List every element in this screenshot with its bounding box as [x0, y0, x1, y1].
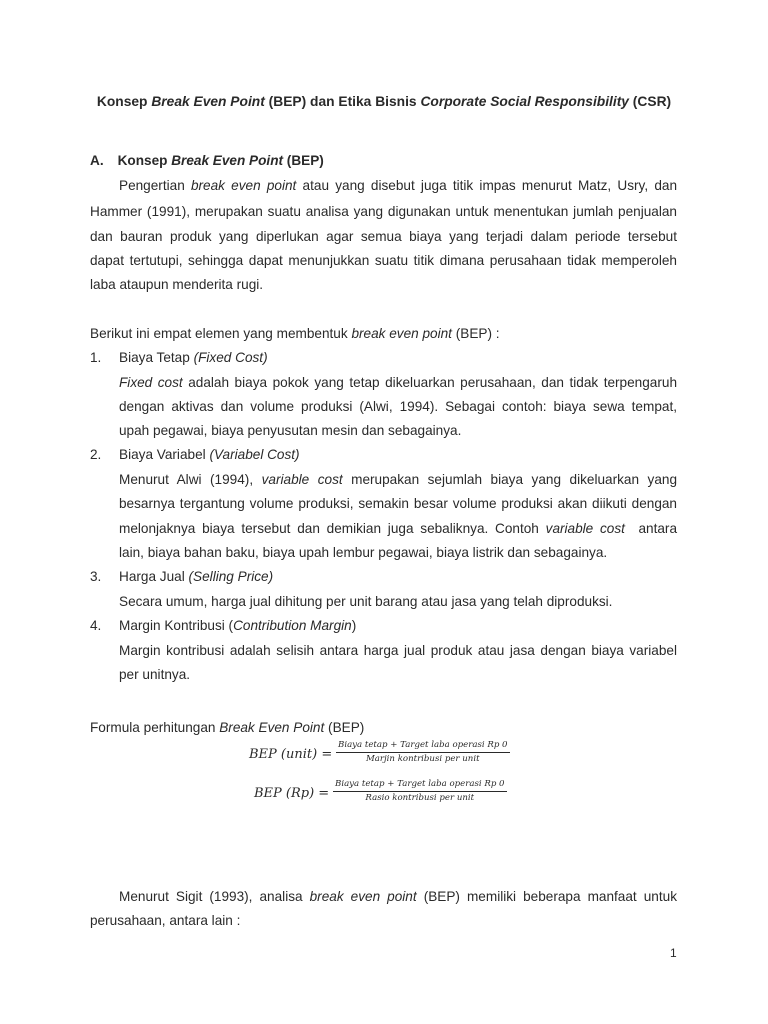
text-run: Break Even Point [219, 720, 325, 735]
intro-line: dapat tertutupi, sehingga dapat menunjukkan suatu titik dimana perusahaan tidak memperoleh [90, 253, 677, 268]
text-run: adalah biaya pokok yang tetap dikeluarkan perusahaan, dan tidak terpengaruh [182, 375, 678, 390]
text-run: Menurut Sigit (1993), analisa [119, 889, 310, 904]
text-run: (BEP) [324, 720, 365, 735]
text-run: (BEP) memiliki beberapa manfaat untuk [416, 889, 677, 904]
section-heading-part: (BEP) [283, 153, 324, 168]
section-heading-part: Konsep [117, 153, 172, 168]
intro-line [119, 177, 677, 195]
text-run: (Fixed Cost) [193, 350, 268, 365]
list-item-line: per unitnya. [119, 667, 191, 682]
document-title [0, 93, 768, 111]
title-part: (BEP) dan Etika Bisnis [264, 94, 421, 109]
text-run: Margin Kontribusi ( [119, 618, 234, 633]
closing-line: perusahaan, antara lain : [90, 913, 241, 928]
text-run: Contribution Margin [233, 618, 352, 633]
formula-numerator: Biaya tetap + Target laba operasi Rp 0 [336, 740, 510, 753]
list-item-line [119, 374, 677, 392]
list-item-heading [119, 349, 268, 367]
text-run: ) [351, 618, 357, 633]
list-item-heading [119, 446, 300, 464]
title-part: Corporate Social Responsibility [420, 94, 629, 109]
list-item-line: lain, biaya bahan baku, biaya upah lembur pegawai, biaya listrik dan sebagainya. [119, 545, 608, 560]
list-item-line [119, 471, 677, 489]
intro-line: Hammer (1991), merupakan suatu analisa yang digunakan untuk menentukan jumlah penjualan [90, 204, 677, 219]
elements-intro [90, 325, 500, 343]
text-run: Harga Jual [119, 569, 189, 584]
text-run: melonjaknya biaya tersebut dan demikian juga sebaliknya. Contoh [119, 521, 546, 536]
formula-denominator: Rasio kontribusi per unit [365, 793, 475, 803]
text-run: break even point [190, 178, 297, 193]
formula-fraction [336, 740, 510, 765]
text-run: Pengertian [119, 178, 191, 193]
text-run: Berikut ini empat elemen yang membentuk [90, 326, 352, 341]
text-run: (BEP) : [451, 326, 500, 341]
list-item-heading [119, 617, 356, 635]
intro-line: laba ataupun menderita rugi. [90, 277, 264, 292]
text-run: antara [624, 521, 677, 536]
text-run: Formula perhitungan [90, 720, 220, 735]
section-heading [90, 152, 324, 170]
formula-fraction [333, 779, 507, 804]
text-run: variable cost [261, 472, 343, 487]
text-run: variable cost [545, 521, 625, 536]
formula-intro [90, 719, 364, 737]
closing-line [119, 888, 677, 906]
section-marker: A. [90, 153, 104, 168]
formula-lhs: BEP (Rp) = [254, 786, 330, 801]
text-run: Fixed cost [119, 375, 183, 390]
list-number: 4. [90, 618, 102, 633]
text-run: (Selling Price) [188, 569, 274, 584]
title-part: Konsep [96, 94, 152, 109]
list-item-line: Margin kontribusi adalah selisih antara harga jual produk atau jasa dengan biaya variabel [119, 643, 677, 658]
list-item-line: Secara umum, harga jual dihitung per unit barang atau jasa yang telah diproduksi. [119, 594, 613, 609]
list-item-heading [119, 568, 273, 586]
intro-line: dan bauran produk yang diperlukan agar semua biaya yang terjadi dalam periode tersebut [90, 229, 677, 244]
formula-numerator: Biaya tetap + Target laba operasi Rp 0 [333, 779, 507, 792]
page-number: 1 [670, 946, 677, 960]
text-run: Biaya Variabel [119, 447, 210, 462]
text-run: merupakan sejumlah biaya yang dikeluarkan yang [342, 472, 677, 487]
list-number: 2. [90, 447, 102, 462]
text-run: Menurut Alwi (1994), [119, 472, 262, 487]
section-heading-part: Break Even Point [171, 153, 284, 168]
text-run: break even point [309, 889, 417, 904]
text-run: atau yang disebut juga titik impas menurut Matz, Usry, dan [296, 178, 678, 193]
text-run: break even point [351, 326, 452, 341]
title-part: Break Even Point [151, 94, 265, 109]
list-item-line: dengan aktivas dan volume produksi (Alwi, 1994). Sebagai contoh: biaya sewa tempat, [119, 399, 677, 414]
list-number: 1. [90, 350, 102, 365]
formula-denominator: Marjin kontribusi per unit [365, 754, 480, 764]
list-item-line [119, 520, 677, 538]
title-part: (CSR) [628, 94, 672, 109]
list-item-line: besarnya tergantung volume produksi, semakin besar volume produksi akan diikuti dengan [119, 496, 677, 511]
list-number: 3. [90, 569, 102, 584]
formula-lhs: BEP (unit) = [249, 747, 333, 762]
text-run: (Variabel Cost) [209, 447, 300, 462]
list-item-line: upah pegawai, biaya penyusutan mesin dan sebagainya. [119, 423, 462, 438]
text-run: Biaya Tetap [119, 350, 194, 365]
